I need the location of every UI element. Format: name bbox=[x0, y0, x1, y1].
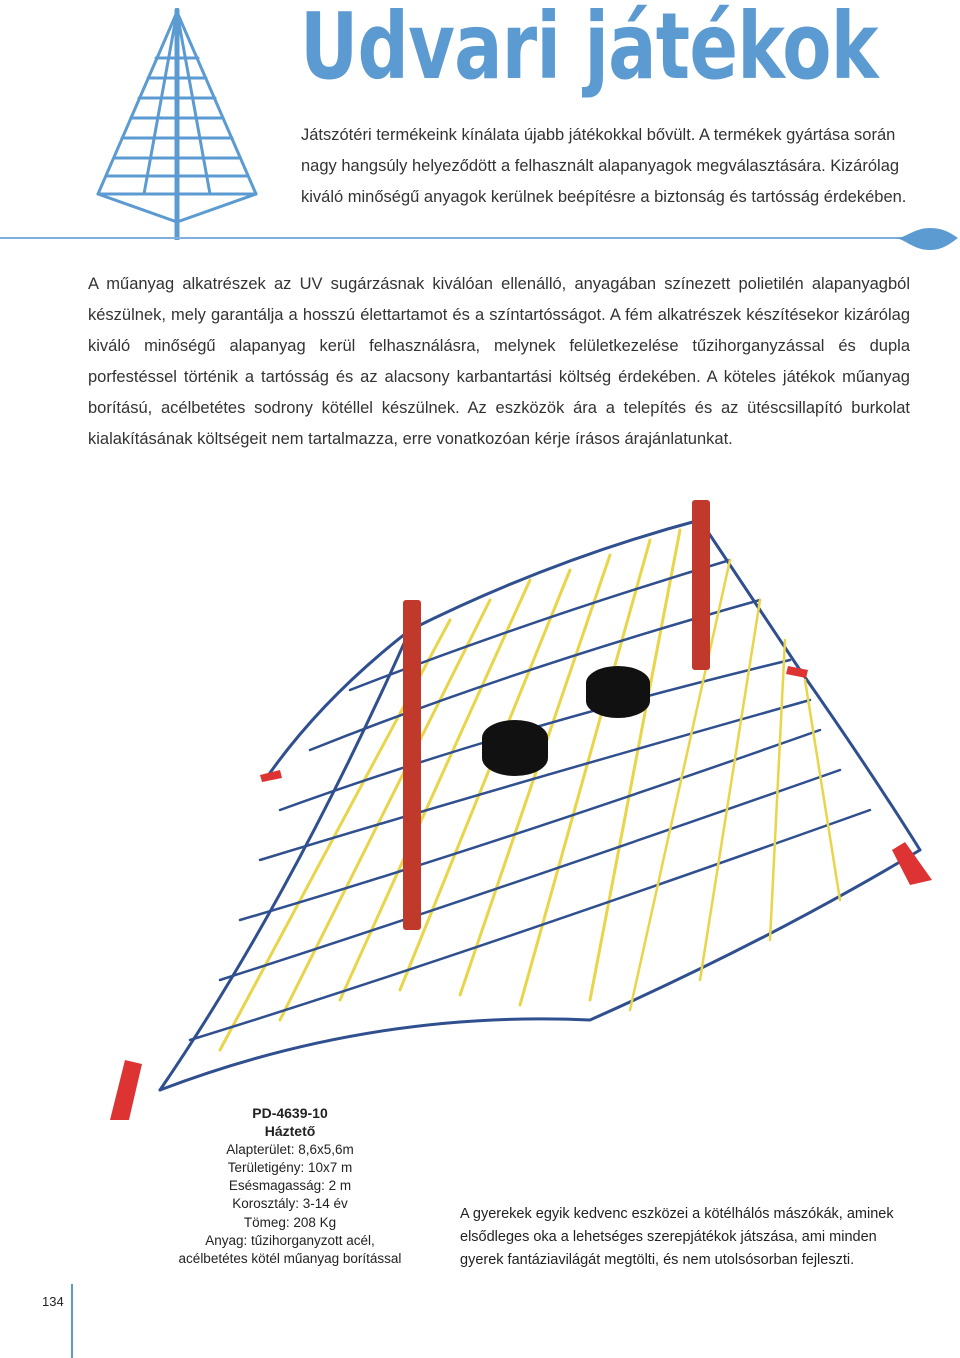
rope-net bbox=[160, 520, 920, 1090]
product-illustration bbox=[70, 480, 950, 1120]
rope-pyramid-icon bbox=[92, 8, 262, 240]
spec-line: Területigény: 10x7 m bbox=[227, 1159, 353, 1175]
page-title: Udvari játékok bbox=[300, 0, 878, 100]
page-number: 134 bbox=[42, 1294, 64, 1309]
drop-icon bbox=[896, 226, 958, 252]
product-code: PD-4639-10 bbox=[252, 1105, 328, 1121]
spec-line: acélbetétes kötél műanyag borítással bbox=[178, 1251, 402, 1267]
intro-text: Játszótéri termékeink kínálata újabb játékokkal bővült. A termékek gyártása során nagy hangsúly helyeződött a felhasznált alapanyagok megválasztására. Kizárólag kiváló minőségű anyagok kerülnek beépítésre a biztonság és tartósság érdekében. bbox=[301, 126, 907, 206]
body-paragraph: A műanyag alkatrészek az UV sugárzásnak kiválóan ellenálló, anyagában színezett polietilén alapanyagból készülnek, mely garantálja a hosszú élettartamot és a színtartósságot. A fém alkatrészek készítésekor kizárólag kiváló minőségű alapanyag kerül felhasználásra, melynek felületkezelése tűzihorganyzással és dupla porfestéssel történik a tartósság és az alacsony karbantartási költség érdekében. A köteles játékok műanyag borítású, acélbetétes sodrony kötéllel készülnek. Az eszközök ára a telepítés és az ütéscsillapító burkolat kialakításának költségeit nem tartalmazza, erre vonatkozóan kérje írásos árajánlatunkat. bbox=[88, 275, 910, 448]
spec-line: Tömeg: 208 Kg bbox=[243, 1214, 337, 1230]
header-divider bbox=[0, 237, 930, 239]
spec-line: Anyag: tűzihorganyzott acél, bbox=[205, 1233, 375, 1249]
spec-line: Esésmagasság: 2 m bbox=[228, 1178, 352, 1194]
footer-divider bbox=[71, 1284, 73, 1358]
spec-line: Korosztály: 3-14 év bbox=[232, 1196, 348, 1212]
spec-line: Alapterület: 8,6x5,6m bbox=[226, 1141, 354, 1157]
product-spec bbox=[160, 1104, 420, 1269]
product-description: A gyerekek egyik kedvenc eszközei a kötélhálós mászókák, aminek elsődleges oka a lehetséges szerepjátékok játszása, ami minden gyerek fantáziavilágát megtölti, és nem utolsósorban fejleszti. bbox=[460, 1206, 894, 1268]
product-name: Háztető bbox=[264, 1123, 316, 1140]
